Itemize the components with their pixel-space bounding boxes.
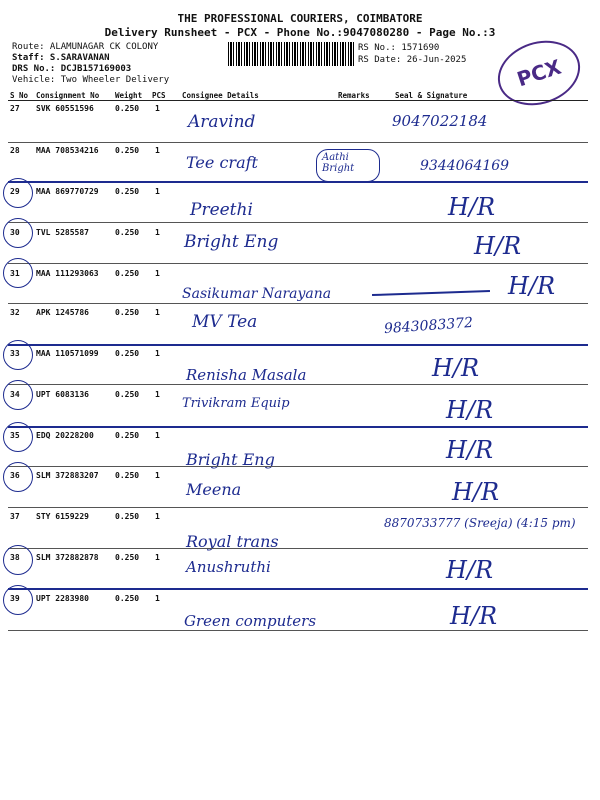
signature-handwriting: H/R — [448, 193, 496, 221]
row-pcs: 1 — [155, 187, 160, 196]
document-header — [0, 12, 600, 40]
route-info — [12, 42, 169, 86]
barcode — [228, 42, 354, 66]
row-weight: 0.250 — [115, 104, 140, 113]
row-divider — [8, 384, 588, 385]
row-divider — [8, 507, 588, 508]
consignee-handwriting: Royal trans — [186, 532, 279, 551]
row-weight: 0.250 — [115, 431, 140, 440]
signature-handwriting: H/R — [446, 396, 494, 424]
row-divider — [8, 548, 588, 549]
row-sno: 30 — [10, 228, 20, 237]
staff-text: Staff: S.SARAVANAN — [12, 53, 110, 63]
row-pcs: 1 — [155, 471, 160, 480]
col-pcs: PCS — [152, 91, 166, 100]
signature-handwriting: 8870733777 (Sreeja) (4:15 pm) — [384, 516, 576, 530]
row-pcs: 1 — [155, 146, 160, 155]
consignee-handwriting: Anushruthi — [186, 558, 271, 576]
row-consignment: SLM 372883207 — [36, 471, 99, 480]
row-weight: 0.250 — [115, 471, 140, 480]
consignee-handwriting: Meena — [186, 480, 242, 499]
col-weight: Weight — [115, 91, 143, 100]
row-weight: 0.250 — [115, 146, 140, 155]
row-weight: 0.250 — [115, 512, 140, 521]
consignee-handwriting: Sasikumar Narayana — [182, 286, 332, 302]
pcx-stamp: PCX — [489, 31, 588, 116]
row-consignment: MAA 110571099 — [36, 349, 99, 358]
consignee-handwriting: Bright Eng — [184, 232, 279, 252]
row-divider — [8, 222, 588, 223]
row-pcs: 1 — [155, 553, 160, 562]
row-weight: 0.250 — [115, 187, 140, 196]
col-remarks: Remarks — [338, 91, 370, 100]
consignee-handwriting: Tee craft — [186, 153, 258, 172]
row-consignment: APK 1245786 — [36, 308, 89, 317]
row-consignment: EDQ 20228200 — [36, 431, 94, 440]
signature-handwriting: H/R — [450, 602, 498, 630]
row-divider — [8, 588, 588, 590]
consignee-handwriting: Bright Eng — [186, 450, 275, 469]
row-weight: 0.250 — [115, 390, 140, 399]
drs-text: DRS No.: DCJB157169003 — [12, 64, 132, 74]
rs-number: RS No.: 1571690 — [358, 43, 440, 53]
scribble-strikeout — [372, 290, 490, 296]
row-divider — [8, 344, 588, 346]
consignee-handwriting: Green computers — [184, 612, 317, 630]
signature-handwriting: H/R — [432, 354, 480, 382]
row-pcs: 1 — [155, 308, 160, 317]
row-pcs: 1 — [155, 390, 160, 399]
consignee-handwriting: Renisha Masala — [186, 366, 307, 384]
row-weight: 0.250 — [115, 349, 140, 358]
row-sno: 32 — [10, 308, 20, 317]
row-divider — [8, 426, 588, 428]
row-pcs: 1 — [155, 228, 160, 237]
row-divider — [8, 263, 588, 264]
row-weight: 0.250 — [115, 594, 140, 603]
runsheet-subtitle: Delivery Runsheet - PCX - Phone No.:9047080280 - Page No.:3 — [104, 26, 496, 39]
signature-handwriting: H/R — [446, 436, 494, 464]
row-consignment: MAA 869770729 — [36, 187, 99, 196]
signature-handwriting: H/R — [452, 478, 500, 506]
col-consignment: Consignment No — [36, 91, 100, 100]
signature-handwriting: H/R — [508, 272, 556, 300]
row-pcs: 1 — [155, 512, 160, 521]
row-pcs: 1 — [155, 431, 160, 440]
signature-handwriting: 9344064169 — [420, 158, 510, 174]
row-consignment: SLM 372882878 — [36, 553, 99, 562]
remarks-handwriting: Aathi Bright — [322, 152, 355, 174]
row-pcs: 1 — [155, 269, 160, 278]
row-sno: 39 — [10, 594, 20, 603]
company-title: THE PROFESSIONAL COURIERS, COIMBATORE — [177, 12, 423, 25]
row-consignment: TVL 5285587 — [36, 228, 89, 237]
row-divider — [8, 303, 588, 304]
row-sno: 33 — [10, 349, 20, 358]
row-weight: 0.250 — [115, 228, 140, 237]
rs-info — [358, 42, 466, 66]
row-consignment: MAA 111293063 — [36, 269, 99, 278]
row-weight: 0.250 — [115, 308, 140, 317]
row-sno: 38 — [10, 553, 20, 562]
row-pcs: 1 — [155, 594, 160, 603]
rs-date: RS Date: 26-Jun-2025 — [358, 55, 467, 65]
vehicle-text: Vehicle: Two Wheeler Delivery — [12, 75, 170, 85]
row-weight: 0.250 — [115, 269, 140, 278]
row-sno: 27 — [10, 104, 20, 113]
row-pcs: 1 — [155, 104, 160, 113]
row-consignment: MAA 708534216 — [36, 146, 99, 155]
consignee-handwriting: MV Tea — [192, 312, 258, 332]
col-consignee: Consignee Details — [182, 91, 259, 100]
consignee-handwriting: Trivikram Equip — [182, 396, 290, 411]
col-sno: S No — [10, 91, 29, 100]
signature-handwriting: 9047022184 — [392, 112, 488, 130]
consignee-handwriting: Aravind — [188, 112, 256, 132]
row-divider — [8, 466, 588, 467]
row-sno: 35 — [10, 431, 20, 440]
row-divider — [8, 630, 588, 631]
row-weight: 0.250 — [115, 553, 140, 562]
row-consignment: SVK 60551596 — [36, 104, 94, 113]
row-sno: 34 — [10, 390, 20, 399]
row-pcs: 1 — [155, 349, 160, 358]
col-signature: Seal & Signature — [395, 91, 468, 100]
row-consignment: UPT 6083136 — [36, 390, 89, 399]
signature-handwriting: 9843083372 — [383, 314, 474, 338]
row-consignment: UPT 2283980 — [36, 594, 89, 603]
row-sno: 29 — [10, 187, 20, 196]
consignee-handwriting: Preethi — [190, 200, 253, 220]
row-sno: 28 — [10, 146, 20, 155]
row-divider — [8, 181, 588, 183]
row-consignment: STY 6159229 — [36, 512, 89, 521]
signature-handwriting: H/R — [446, 556, 494, 584]
row-sno: 31 — [10, 269, 20, 278]
row-sno: 36 — [10, 471, 20, 480]
header-rule — [8, 100, 588, 101]
row-sno: 37 — [10, 512, 20, 521]
signature-handwriting: H/R — [474, 232, 522, 260]
route-text: Route: ALAMUNAGAR CK COLONY — [12, 42, 159, 52]
row-divider — [8, 142, 588, 143]
